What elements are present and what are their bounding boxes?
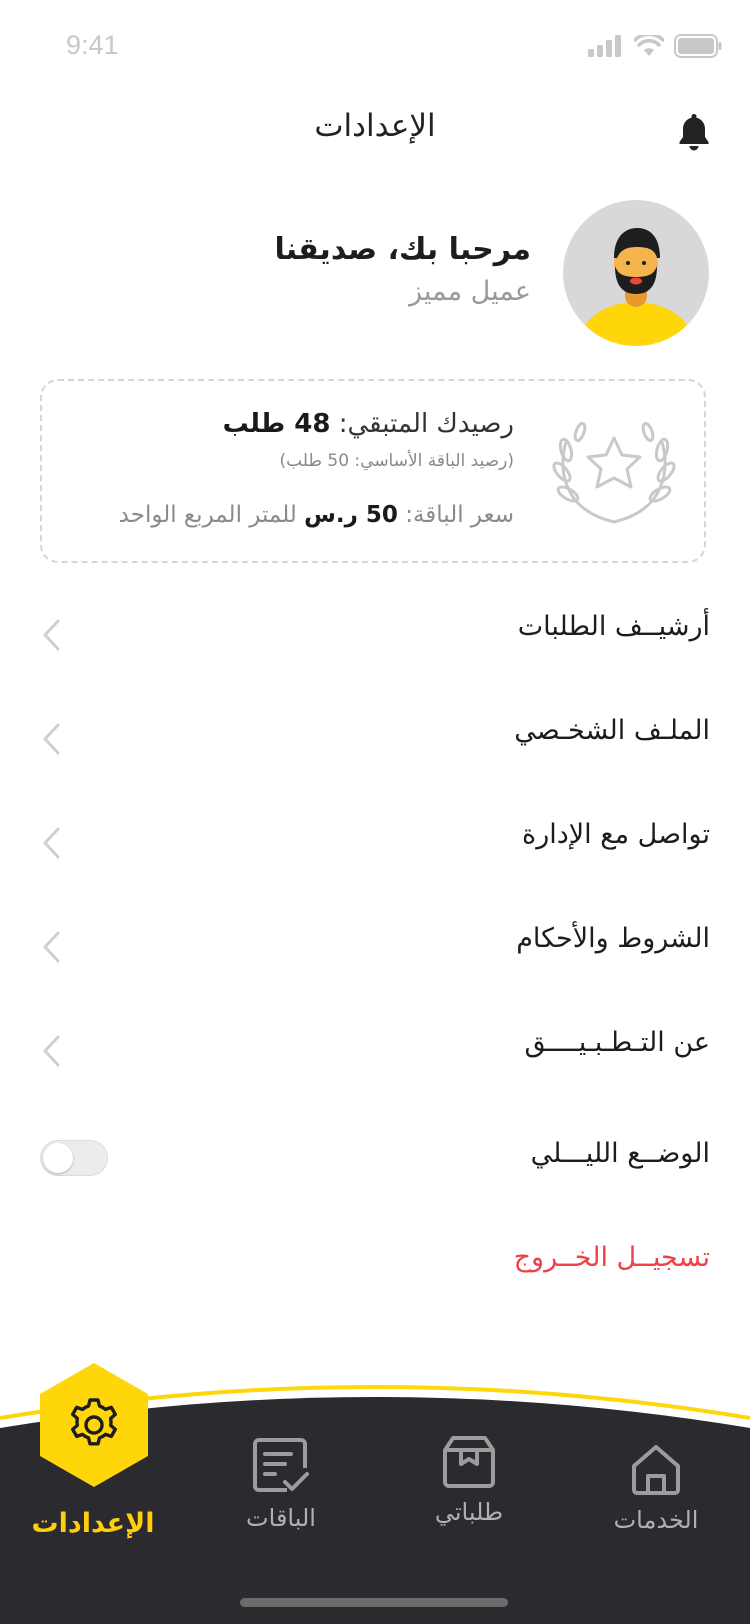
status-icons: [588, 34, 722, 58]
chevron-left-icon: [40, 929, 62, 965]
laurel-star-icon: [546, 398, 682, 534]
tab-settings-label[interactable]: الإعدادات: [31, 1508, 155, 1539]
home-indicator: [240, 1598, 508, 1607]
chevron-left-icon: [40, 721, 62, 757]
status-time: 9:41: [66, 30, 119, 60]
menu-item-label: الملـف الشخـصي: [514, 715, 710, 746]
customer-tier: عميل مميز: [408, 276, 531, 307]
menu-item-label: أرشيــف الطلبات: [517, 611, 710, 642]
chevron-left-icon: [40, 825, 62, 861]
menu-item-label: تواصل مع الإدارة: [522, 819, 710, 850]
menu-item-label: عن التـطـبـيــــق: [524, 1027, 710, 1058]
remaining-balance: [223, 409, 514, 439]
dark-mode-toggle[interactable]: [40, 1140, 108, 1176]
tab-packages-label: الباقات: [246, 1504, 316, 1532]
wifi-icon: [634, 35, 664, 57]
chevron-left-icon: [40, 617, 62, 653]
box-icon: [441, 1436, 497, 1488]
greeting: مرحبا بك، صديقنا: [274, 232, 531, 267]
package-price-label: سعر الباقة:: [397, 502, 514, 528]
remaining-balance-value: 48 طلب: [222, 409, 331, 439]
tab-packages[interactable]: [206, 1438, 356, 1532]
menu-item-dark-mode: [40, 1124, 710, 1204]
menu-item-about-app[interactable]: [40, 1013, 710, 1093]
bell-icon[interactable]: [676, 112, 712, 152]
menu-item-orders-archive[interactable]: [40, 597, 710, 677]
page-title: الإعدادات: [314, 108, 436, 144]
menu-item-profile[interactable]: [40, 701, 710, 781]
menu-item-contact-admin[interactable]: [40, 805, 710, 885]
checklist-icon: [251, 1438, 311, 1494]
package-price-value: 50 ر.س: [304, 502, 398, 528]
menu-item-label: الشروط والأحكام: [516, 923, 710, 954]
chevron-left-icon: [40, 1033, 62, 1069]
tab-my-orders-label: طلباتي: [434, 1498, 504, 1526]
menu-item-terms[interactable]: [40, 909, 710, 989]
home-icon: [630, 1444, 682, 1496]
tab-my-orders[interactable]: [394, 1436, 544, 1526]
package-price-unit: للمتر المربع الواحد: [118, 502, 305, 528]
toggle-knob: [43, 1143, 73, 1173]
package-price: [119, 502, 514, 528]
avatar: [563, 200, 709, 346]
tab-settings-hexagon[interactable]: [40, 1363, 148, 1487]
tab-services[interactable]: [581, 1444, 731, 1534]
signal-icon: [588, 35, 624, 57]
logout-button[interactable]: تسجيــل الخــروج: [513, 1242, 710, 1273]
remaining-balance-label: رصيدك المتبقي:: [330, 409, 514, 439]
tab-services-label: الخدمات: [613, 1506, 699, 1534]
battery-icon: [674, 34, 722, 58]
base-balance-note: (رصيد الباقة الأساسي: 50 طلب): [279, 451, 514, 471]
dark-mode-label: الوضــع الليـــلي: [530, 1138, 710, 1169]
